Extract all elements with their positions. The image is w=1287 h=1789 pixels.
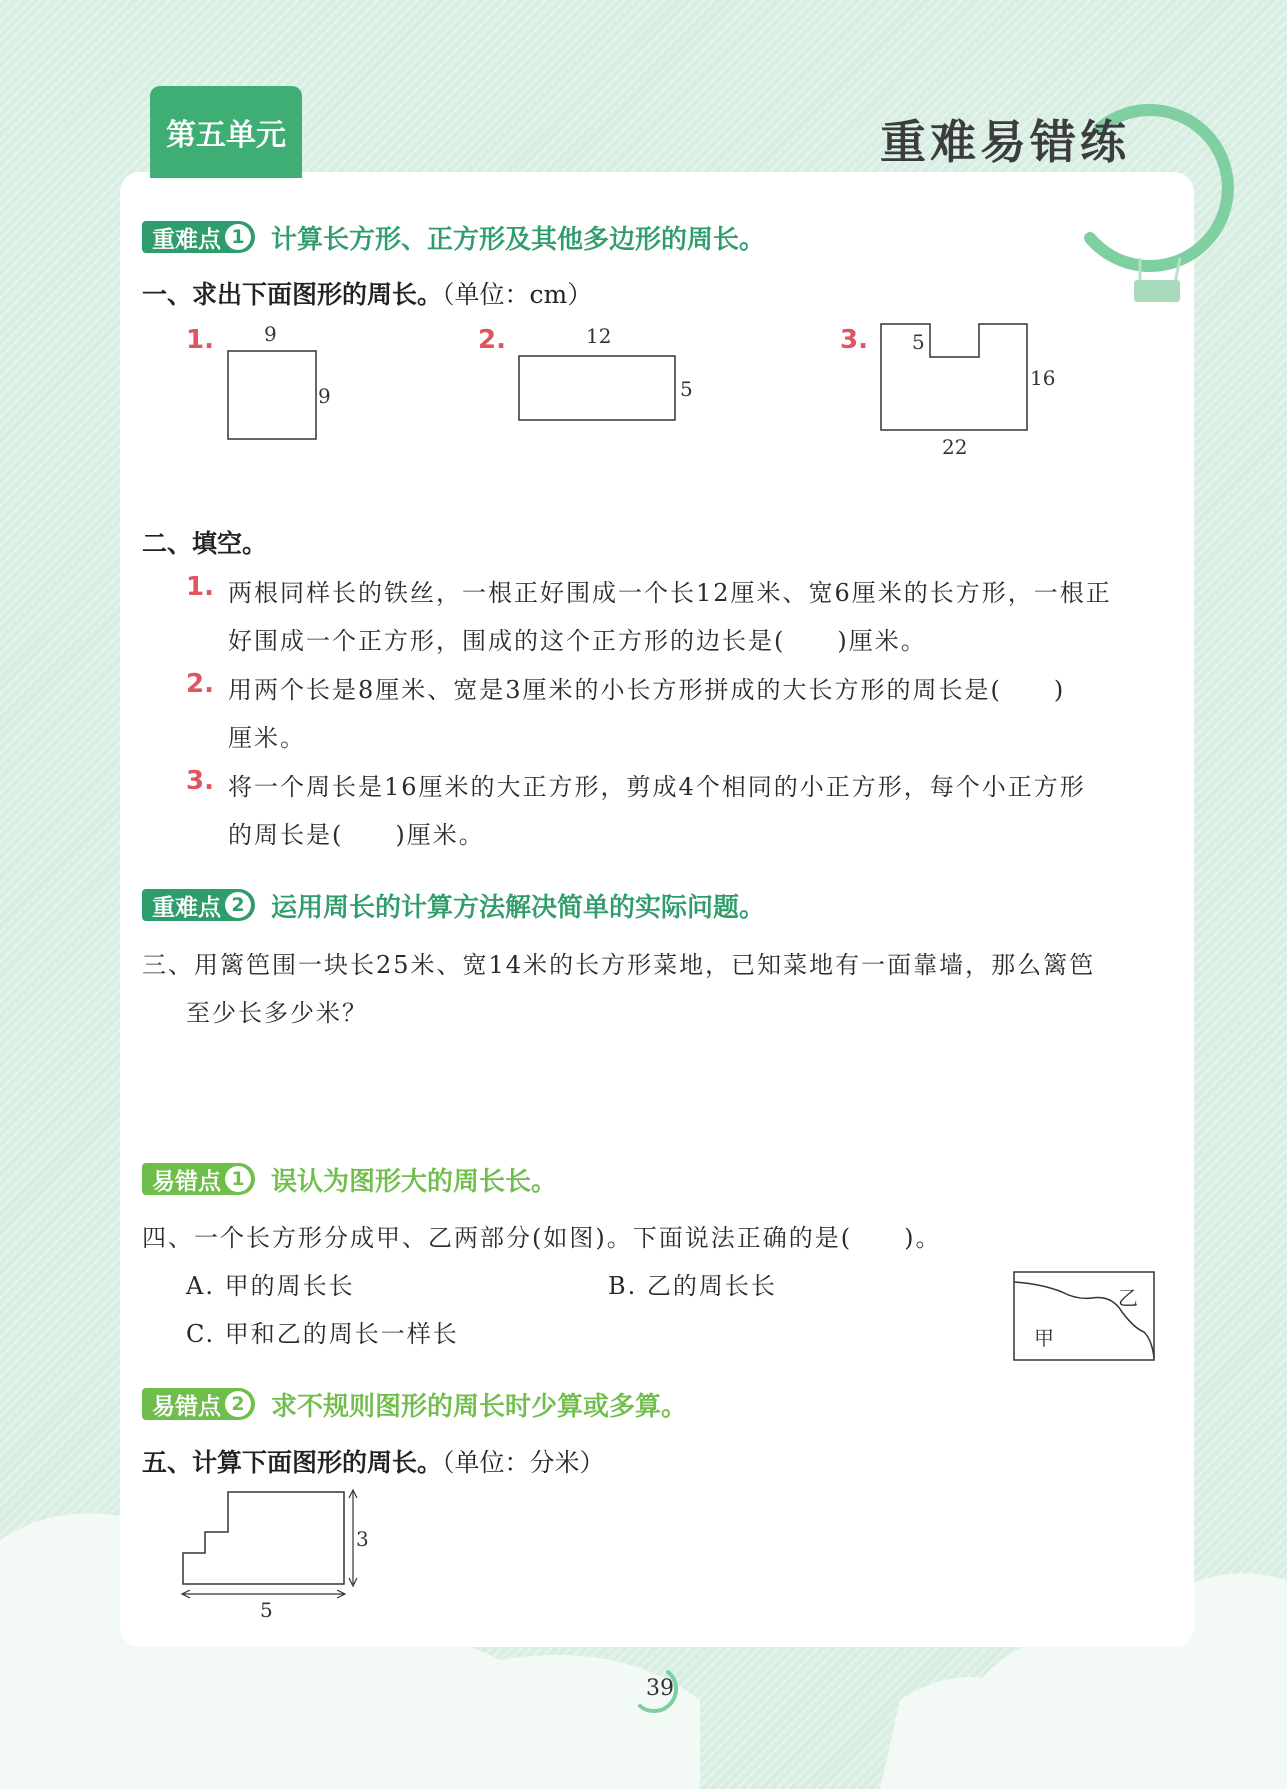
q4-title: 四、一个长方形分成甲、乙两部分(如图)。下面说法正确的是( )。 <box>142 1224 942 1252</box>
key-point-text: 计算长方形、正方形及其他多边形的周长。 <box>271 224 766 255</box>
q3-line-1: 三、用篱笆围一块长25米、宽14米的长方形菜地，已知菜地有一面靠墙，那么篱笆 <box>142 951 1096 979</box>
q4-option-b: B. 乙的周长长 <box>608 1272 777 1300</box>
fig1-top-label: 9 <box>264 322 277 346</box>
q2-item-3-number: 3. <box>186 766 214 796</box>
q2-item-2-line-2: 厘米。 <box>228 724 306 752</box>
rectangle-figure <box>519 356 675 420</box>
q5-height-label: 3 <box>356 1527 369 1551</box>
key-point-badge: 重难点 2 <box>142 889 255 921</box>
fig1-side-label: 9 <box>318 384 331 408</box>
q5-staircase-figure <box>150 1480 380 1610</box>
fig2-side-label: 5 <box>680 377 693 401</box>
error-point-text: 求不规则图形的周长时少算或多算。 <box>271 1391 688 1422</box>
fig2-top-label: 12 <box>586 324 612 348</box>
fig3-side-label: 16 <box>1030 366 1056 390</box>
error-point-badge: 易错点 2 <box>142 1388 255 1420</box>
q5-width-label: 5 <box>260 1598 273 1622</box>
page-number: 39 <box>646 1676 674 1701</box>
q4-option-a: A. 甲的周长长 <box>186 1272 355 1300</box>
key-point-text: 运用周长的计算方法解决简单的实际问题。 <box>271 892 766 923</box>
square-figure <box>228 351 316 439</box>
page-title: 重难易错练 <box>880 115 1130 169</box>
fig3-bottom-label: 22 <box>942 435 968 459</box>
q2-item-1-line-2: 好围成一个正方形，围成的这个正方形的边长是( )厘米。 <box>228 627 927 655</box>
q1-item-3-number: 3. <box>840 325 868 355</box>
error-point-1 <box>142 1161 557 1197</box>
q4-figure-left-label: 甲 <box>1034 1326 1054 1350</box>
notched-figure <box>881 324 1027 430</box>
q2-title: 二、填空。 <box>142 529 268 558</box>
q5-title: 五、计算下面图形的周长。（单位：分米） <box>142 1448 605 1477</box>
q4-figure-right-label: 乙 <box>1118 1286 1138 1310</box>
error-point-text: 误认为图形大的周长长。 <box>271 1166 558 1197</box>
key-point-2 <box>142 887 765 923</box>
error-point-badge: 易错点 1 <box>142 1163 255 1195</box>
q2-item-1-number: 1. <box>186 572 214 602</box>
q2-item-3-line-1: 将一个周长是16厘米的大正方形，剪成4个相同的小正方形，每个小正方形 <box>228 773 1086 801</box>
unit-tab: 第五单元 <box>150 86 302 178</box>
q1-item-1-number: 1. <box>186 325 214 355</box>
q2-item-3-line-2: 的周长是( )厘米。 <box>228 821 485 849</box>
fig3-notch-label: 5 <box>912 330 925 354</box>
q4-option-c: C. 甲和乙的周长一样长 <box>186 1320 459 1348</box>
key-point-badge: 重难点 1 <box>142 221 255 253</box>
q2-item-2-line-1: 用两个长是8厘米、宽是3厘米的小长方形拼成的大长方形的周长是( ) <box>228 676 1066 704</box>
q1-item-2-number: 2. <box>478 325 506 355</box>
q3-line-2: 至少长多少米？ <box>186 999 368 1027</box>
q2-item-1-line-1: 两根同样长的铁丝，一根正好围成一个长12厘米、宽6厘米的长方形，一根正 <box>228 579 1112 607</box>
q1-figures <box>0 0 1287 470</box>
q1-title: 一、求出下面图形的周长。（单位：cm） <box>142 280 593 309</box>
q2-item-2-number: 2. <box>186 669 214 699</box>
error-point-2 <box>142 1386 687 1422</box>
